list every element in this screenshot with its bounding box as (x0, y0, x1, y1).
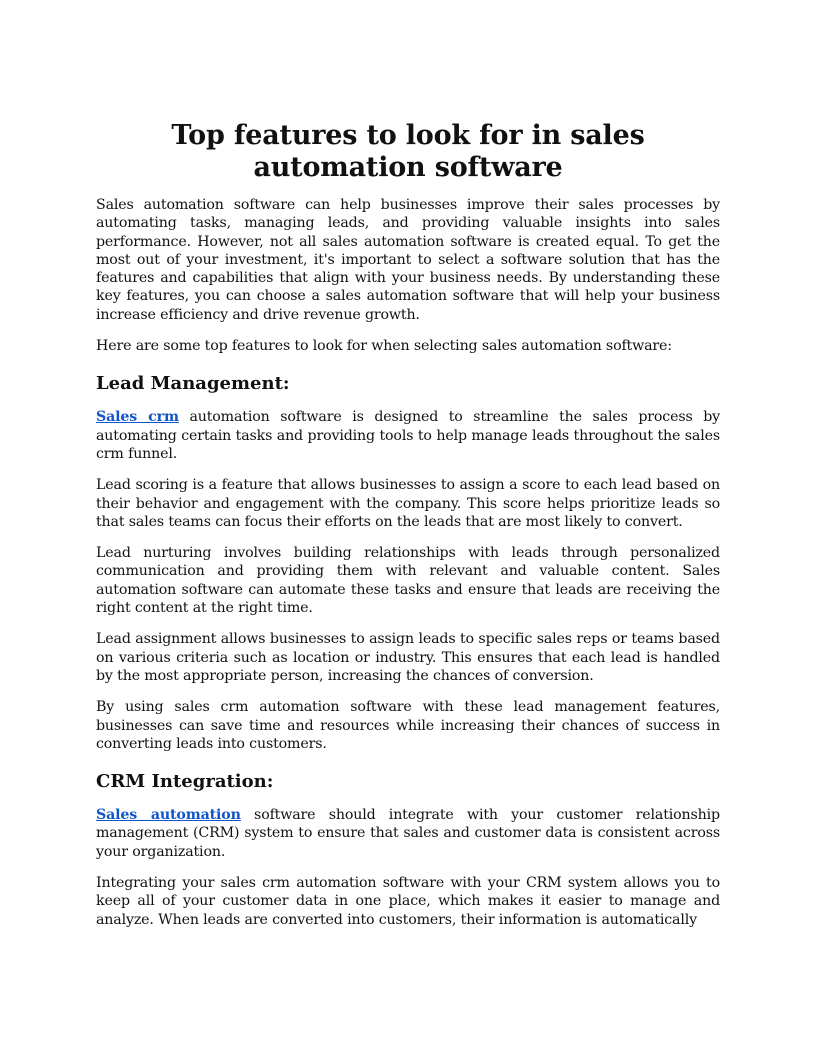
lead-management-heading: Lead Management: (96, 373, 290, 395)
page-title: Top features to look for in sales automation software (171, 120, 645, 183)
lead-nurturing-paragraph: Lead nurturing involves building relationships with leads through personalized communication and providing them with relevant and valuable content. Sales automation software can automate these tasks and ensure that leads are receiving the right content at the right time. (96, 545, 720, 617)
intro-paragraph: Sales automation software can help businesses improve their sales processes by automating tasks, managing leads, and providing valuable insights into sales performance. However, not all sales automation software is created equal. To get the most out of your investment, it's important to select a software solution that has the features and capabilities that align with your business needs. By understanding these key features, you can choose a sales automation software that will help your business increase efficiency and drive revenue growth. (96, 197, 720, 323)
crm-integration-paragraph-2: Integrating your sales crm automation software with your CRM system allows you to keep all of your customer data in one place, which makes it easier to manage and analyze. When leads are converted into customers, their information is automatically (96, 875, 720, 928)
lead-scoring-paragraph: Lead scoring is a feature that allows businesses to assign a score to each lead based on their behavior and engagement with the company. This score helps prioritize leads so that sales teams can focus their efforts on the leads that are most likely to convert. (96, 477, 720, 530)
sales-automation-link[interactable]: Sales automation (96, 807, 241, 824)
crm-integration-heading: CRM Integration: (96, 771, 274, 793)
lead-management-paragraph-1 (96, 408, 720, 463)
lead-in-paragraph: Here are some top features to look for when selecting sales automation software: (96, 338, 672, 355)
lead-assignment-paragraph: Lead assignment allows businesses to assign leads to specific sales reps or teams based on various criteria such as location or industry. This ensures that each lead is handled by the most appropriate person, increasing the chances of conversion. (96, 631, 720, 684)
document-page (96, 120, 720, 942)
crm-integration-paragraph-1 (96, 806, 720, 861)
sales-crm-link[interactable]: Sales crm (96, 409, 179, 426)
lead-management-paragraph-1-text: automation software is designed to streamline the sales process by automating certain tasks and providing tools to help manage leads throughout the sales crm funnel. (96, 409, 721, 462)
crm-integration-paragraph-1-text: software should integrate with your customer relationship management (CRM) system to ensure that sales and customer data is consistent across your organization. (96, 807, 720, 860)
lead-management-summary-paragraph: By using sales crm automation software with these lead management features, businesses can save time and resources while increasing their chances of success in converting leads into customers. (96, 699, 720, 752)
